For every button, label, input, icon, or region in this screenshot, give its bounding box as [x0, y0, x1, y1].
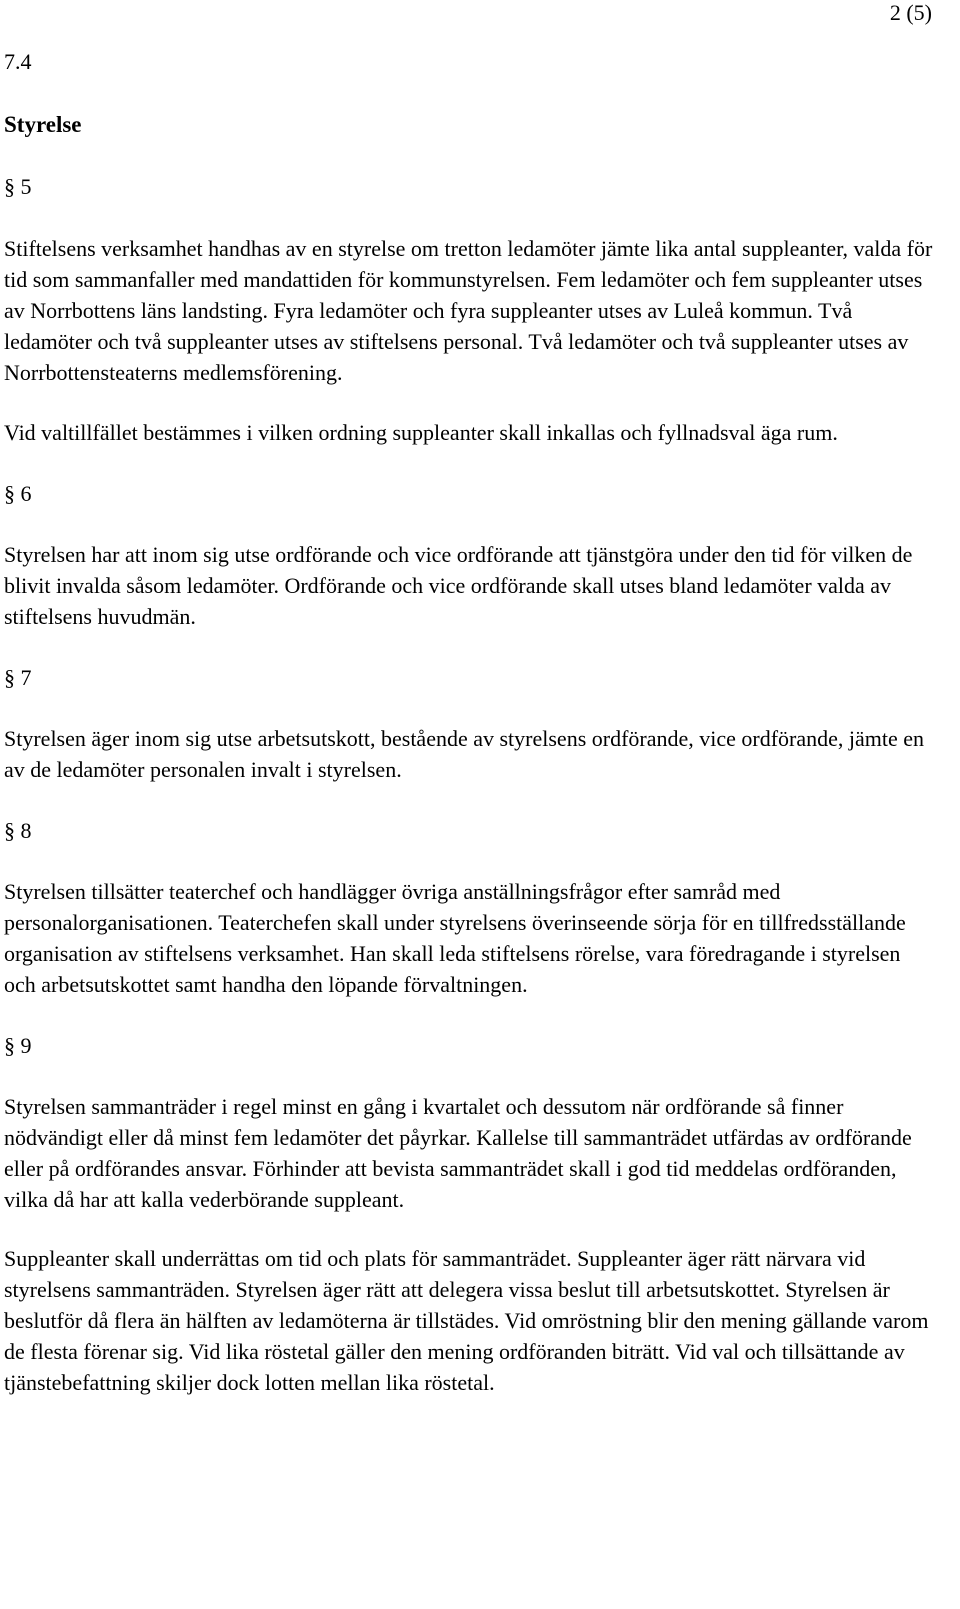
section-number: 7.4 [4, 49, 32, 74]
paragraph-9-text-2: Suppleanter skall underrättas om tid och plats för sammanträdet. Suppleanter äger rätt närvara vid styrelsens sammanträden. Styrelsen äger rätt att delegera vissa beslut till arbetsutskottet. Styrelsen är beslutför då flera än hälften av ledamöterna är tillstädes. Vid omröstning blir den mening gällande varom de flesta förenar sig. Vid lika röstetal gäller den mening ordföranden biträtt. Vid val och tillsättande av tjänstebefattning skiljer dock lotten mellan lika röstetal. [4, 1246, 929, 1395]
paragraph-8-text-1: Styrelsen tillsätter teaterchef och handlägger övriga anställningsfrågor efter samråd med personalorganisationen. Teaterchefen skall under styrelsens överinseende sörja för en tillfredsställande organisation av stiftelsens verksamhet. Han skall leda stiftelsens rörelse, vara föredragande i styrelsen och arbetsutskottet samt handha den löpande förvaltningen. [4, 879, 906, 997]
section-heading: Styrelse [4, 112, 82, 137]
paragraph-5-text-1: Stiftelsens verksamhet handhas av en styrelse om tretton ledamöter jämte lika antal suppleanter, valda för tid som sammanfaller med mandattiden för kommunstyrelsen. Fem ledamöter och fem suppleanter utses av Norrbottens läns landsting. Fyra ledamöter och fyra suppleanter utses av Luleå kommun. Två ledamöter och två suppleanter utses av stiftelsens personal. Två ledamöter och två suppleanter utses av Norrbottensteaterns medlemsförening. [4, 236, 933, 385]
paragraph-6-text-1: Styrelsen har att inom sig utse ordförande och vice ordförande att tjänstgöra under den tid för vilken de blivit invalda såsom ledamöter. Ordförande och vice ordförande skall utses bland ledamöter valda av stiftelsens huvudmän. [4, 542, 913, 629]
paragraph-ref-6: § 6 [4, 481, 32, 506]
paragraph-ref-7: § 7 [4, 665, 32, 690]
paragraph-ref-9: § 9 [4, 1033, 32, 1058]
document-content [4, 46, 934, 1398]
paragraph-ref-5: § 5 [4, 174, 32, 199]
paragraph-7-text-1: Styrelsen äger inom sig utse arbetsutskott, bestående av styrelsens ordförande, vice ordförande, jämte en av de ledamöter personalen invalt i styrelsen. [4, 726, 925, 782]
paragraph-ref-8: § 8 [4, 818, 32, 843]
paragraph-5-text-2: Vid valtillfället bestämmes i vilken ordning suppleanter skall inkallas och fyllnadsval äga rum. [4, 420, 838, 445]
paragraph-9-text-1: Styrelsen sammanträder i regel minst en gång i kvartalet och dessutom när ordförande så finner nödvändigt eller då minst fem ledamöter det påyrkar. Kallelse till sammanträdet utfärdas av ordförande eller på ordförandes ansvar. Förhinder att bevista sammanträdet skall i god tid meddelas ordföranden, vilka då har att kalla vederbörande suppleant. [4, 1094, 912, 1212]
page-number: 2 (5) [889, 0, 932, 25]
